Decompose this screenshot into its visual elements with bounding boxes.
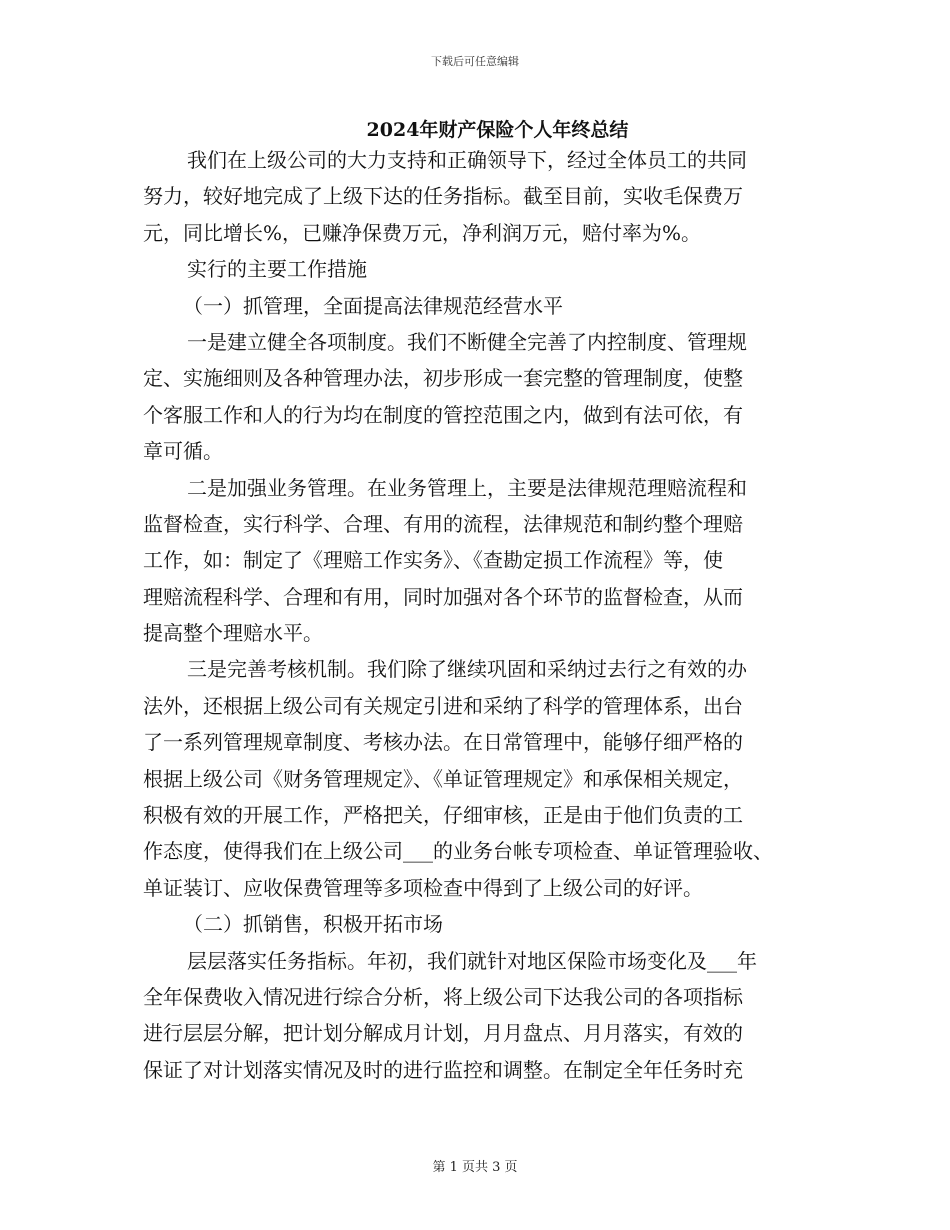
- document-body: [143, 142, 815, 1088]
- body-line: 理赔流程科学、合理和有用，同时加强对各个环节的监督检查，从而: [143, 584, 743, 609]
- body-line: 章可循。: [143, 439, 223, 464]
- body-line: 定、实施细则及各种管理办法，初步形成一套完整的管理制度，使整: [143, 366, 743, 391]
- page-footer: 第 1 页共 3 页: [432, 1160, 518, 1175]
- body-line: 根据上级公司《财务管理规定》、《单证管理规定》和承保相关规定，: [143, 766, 743, 791]
- body-line: 工作，如：制定了《理赔工作实务》、《查勘定损工作流程》等，使: [143, 548, 723, 573]
- body-line: 提高整个理赔水平。: [143, 621, 323, 646]
- body-line: 全年保费收入情况进行综合分析，将上级公司下达我公司的各项指标: [143, 984, 743, 1009]
- body-line: 保证了对计划落实情况及时的进行监控和调整。在制定全年任务时充: [143, 1057, 743, 1082]
- document-title: 2024年财产保险个人年终总结: [366, 119, 629, 141]
- body-line: 二是加强业务管理。在业务管理上，主要是法律规范理赔流程和: [187, 475, 747, 500]
- body-line: 积极有效的开展工作，严格把关，仔细审核，正是由于他们负责的工: [143, 803, 743, 828]
- body-line: 了一系列管理规章制度、考核办法。在日常管理中，能够仔细严格的: [143, 730, 743, 755]
- body-line: 作态度，使得我们在上级公司___的业务台帐专项检查、单证管理验收、: [143, 839, 773, 864]
- body-line: 监督检查，实行科学、合理、有用的流程，法律规范和制约整个理赔: [143, 511, 743, 536]
- subsection-heading: （一）抓管理，全面提高法律规范经营水平: [183, 293, 563, 318]
- body-line: 个客服工作和人的行为均在制度的管控范围之内，做到有法可依，有: [143, 402, 743, 427]
- subsection-heading: （二）抓销售，积极开拓市场: [183, 912, 443, 937]
- body-line: 层层落实任务指标。年初，我们就针对地区保险市场变化及___年: [187, 948, 757, 973]
- body-line: 我们在上级公司的大力支持和正确领导下，经过全体员工的共同: [187, 148, 747, 172]
- body-line: 进行层层分解，把计划分解成月计划，月月盘点、月月落实，有效的: [143, 1021, 743, 1046]
- body-line: 三是完善考核机制。我们除了继续巩固和采纳过去行之有效的办: [187, 657, 747, 682]
- header-note: 下载后可任意编辑: [431, 55, 519, 68]
- body-line: 单证装订、应收保费管理等多项检查中得到了上级公司的好评。: [143, 875, 703, 900]
- body-line: 一是建立健全各项制度。我们不断健全完善了内控制度、管理规: [187, 329, 747, 354]
- body-line: 法外，还根据上级公司有关规定引进和采纳了科学的管理体系，出台: [143, 693, 743, 718]
- section-heading: 实行的主要工作措施: [187, 257, 367, 282]
- body-line: 努力，较好地完成了上级下达的任务指标。截至目前，实收毛保费万: [143, 184, 743, 209]
- body-line: 元，同比增长%，已赚净保费万元，净利润万元，赔付率为%。: [143, 220, 702, 245]
